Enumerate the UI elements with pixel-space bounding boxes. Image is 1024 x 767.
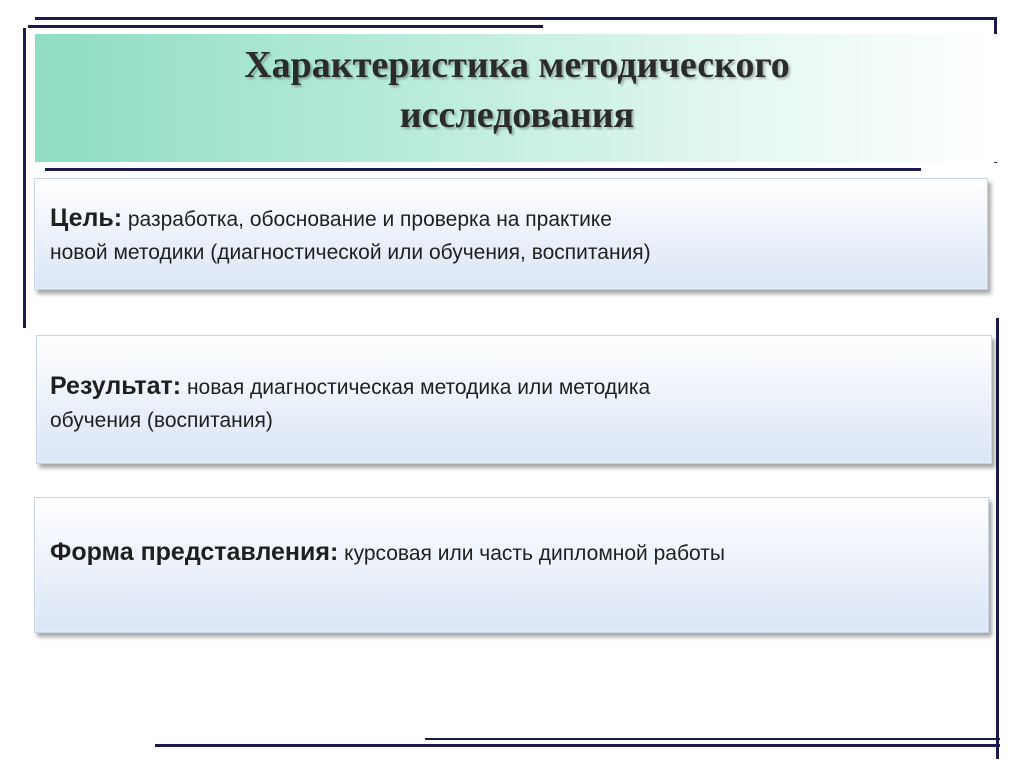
- goal-label: Цель:: [50, 204, 123, 232]
- result-text-line-2: обучения (воспитания): [50, 409, 273, 432]
- frame-line-left: [23, 28, 26, 328]
- frame-line-bottom-right: [425, 738, 1000, 740]
- slide-title-line-1: Характеристика методического: [244, 44, 790, 86]
- result-text-line-1: новая диагностическая методика или методика: [181, 376, 651, 399]
- frame-line-under-title: [45, 168, 921, 171]
- format-label: Форма представления:: [50, 538, 339, 566]
- slide-title-line-2: исследования: [399, 94, 635, 136]
- frame-line-bottom-left: [155, 744, 1000, 747]
- goal-card-text: [50, 202, 651, 269]
- slide-title: [35, 40, 999, 140]
- format-text-line-1: курсовая или часть дипломной работы: [338, 542, 725, 565]
- format-card-text: [50, 536, 725, 570]
- goal-text-line-2: новой методики (диагностической или обучения, воспитания): [50, 241, 651, 264]
- frame-line-top-long: [35, 17, 997, 20]
- result-card-text: [50, 370, 650, 437]
- frame-line-right-lower: [996, 318, 999, 759]
- goal-text-line-1: разработка, обоснование и проверка на практике: [122, 208, 612, 231]
- result-label: Результат:: [50, 372, 182, 400]
- frame-line-top-short: [28, 25, 543, 28]
